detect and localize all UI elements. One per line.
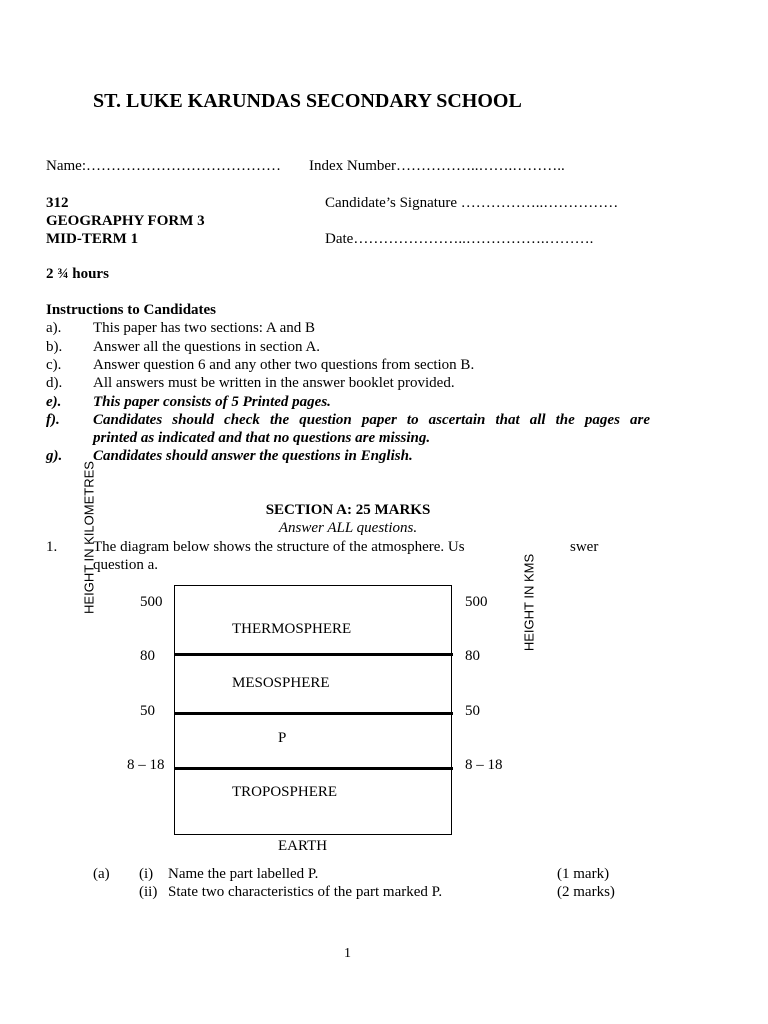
instruction-text: This paper has two sections: A and B (93, 320, 316, 336)
instruction-item (46, 339, 650, 356)
subpart-text: Name the part labelled P. (168, 866, 319, 882)
earth-label: EARTH (278, 838, 328, 854)
subpart-text: State two characteristics of the part marked P. (168, 884, 443, 900)
signature-label: Candidate’s Signature ……………..…………… (325, 195, 619, 211)
instruction-item (46, 448, 650, 465)
layer-boundary-line (174, 653, 453, 656)
section-a-heading: SECTION A: 25 MARKS (265, 502, 431, 518)
instruction-text: Candidates should check the question paper to ascertain that all the pages are (93, 412, 650, 428)
date-label: Date…………………..…………….………. (325, 231, 594, 247)
name-field-label: Name:………………………………… (46, 158, 281, 174)
paper-subject: GEOGRAPHY FORM 3 (46, 213, 205, 229)
right-tick-label: 80 (465, 648, 480, 664)
subpart-number: (ii) (139, 884, 158, 900)
layer-p: P (278, 730, 287, 746)
question-number: 1. (46, 539, 58, 555)
left-axis-label: HEIGHT IN KILOMETRES (81, 461, 97, 614)
instruction-text: Answer question 6 and any other two questions from section B. (93, 357, 475, 373)
right-axis-label: HEIGHT IN KMS (521, 553, 537, 652)
layer-boundary-line (174, 767, 453, 770)
instruction-label: c). (46, 357, 62, 373)
section-a-subheading: Answer ALL questions. (278, 520, 418, 536)
instruction-label: e). (46, 394, 62, 410)
paper-code: 312 (46, 195, 69, 211)
instruction-label: d). (46, 375, 63, 391)
instruction-label: a). (46, 320, 62, 336)
instruction-item (46, 320, 650, 337)
left-tick-label: 50 (140, 703, 155, 719)
instruction-text: Candidates should answer the questions in English. (93, 448, 413, 464)
page-number: 1 (344, 946, 351, 961)
instruction-label: g). (46, 448, 63, 464)
instruction-text: All answers must be written in the answer booklet provided. (93, 375, 455, 391)
instruction-label: f). (46, 412, 60, 428)
index-number-label: Index Number……………..…….……….. (309, 158, 565, 174)
layer-mesosphere: MESOSPHERE (232, 675, 330, 691)
instruction-label: b). (46, 339, 63, 355)
right-tick-label: 50 (465, 703, 480, 719)
part-a-label: (a) (93, 866, 110, 882)
question-stem-line2: question a. (93, 557, 158, 573)
instruction-item (46, 412, 650, 429)
instruction-item (46, 394, 650, 411)
instruction-text-continued: printed as indicated and that no questions are missing. (93, 430, 431, 446)
subpart-marks: (1 mark) (557, 866, 610, 882)
layer-troposphere: TROPOSPHERE (232, 784, 338, 800)
instruction-item (46, 357, 650, 374)
subpart-number: (i) (139, 866, 154, 882)
subpart-marks: (2 marks) (557, 884, 615, 900)
question-stem: The diagram below shows the structure of the atmosphere. Us (93, 539, 465, 555)
question-stem-end: swer (570, 539, 599, 555)
paper-term: MID-TERM 1 (46, 231, 139, 247)
school-title: ST. LUKE KARUNDAS SECONDARY SCHOOL (93, 90, 522, 112)
right-tick-label: 8 – 18 (465, 757, 503, 773)
paper-duration: 2 ¾ hours (46, 266, 109, 282)
layer-thermosphere: THERMOSPHERE (232, 621, 352, 637)
instruction-text: This paper consists of 5 Printed pages. (93, 394, 331, 410)
instructions-heading: Instructions to Candidates (46, 302, 217, 318)
instruction-item (46, 375, 650, 392)
instruction-item-continued (46, 430, 650, 447)
right-tick-label: 500 (465, 594, 488, 610)
left-tick-label: 80 (140, 648, 155, 664)
left-tick-label: 8 – 18 (127, 757, 165, 773)
instruction-text: Answer all the questions in section A. (93, 339, 321, 355)
left-tick-label: 500 (140, 594, 163, 610)
layer-boundary-line (174, 712, 453, 715)
